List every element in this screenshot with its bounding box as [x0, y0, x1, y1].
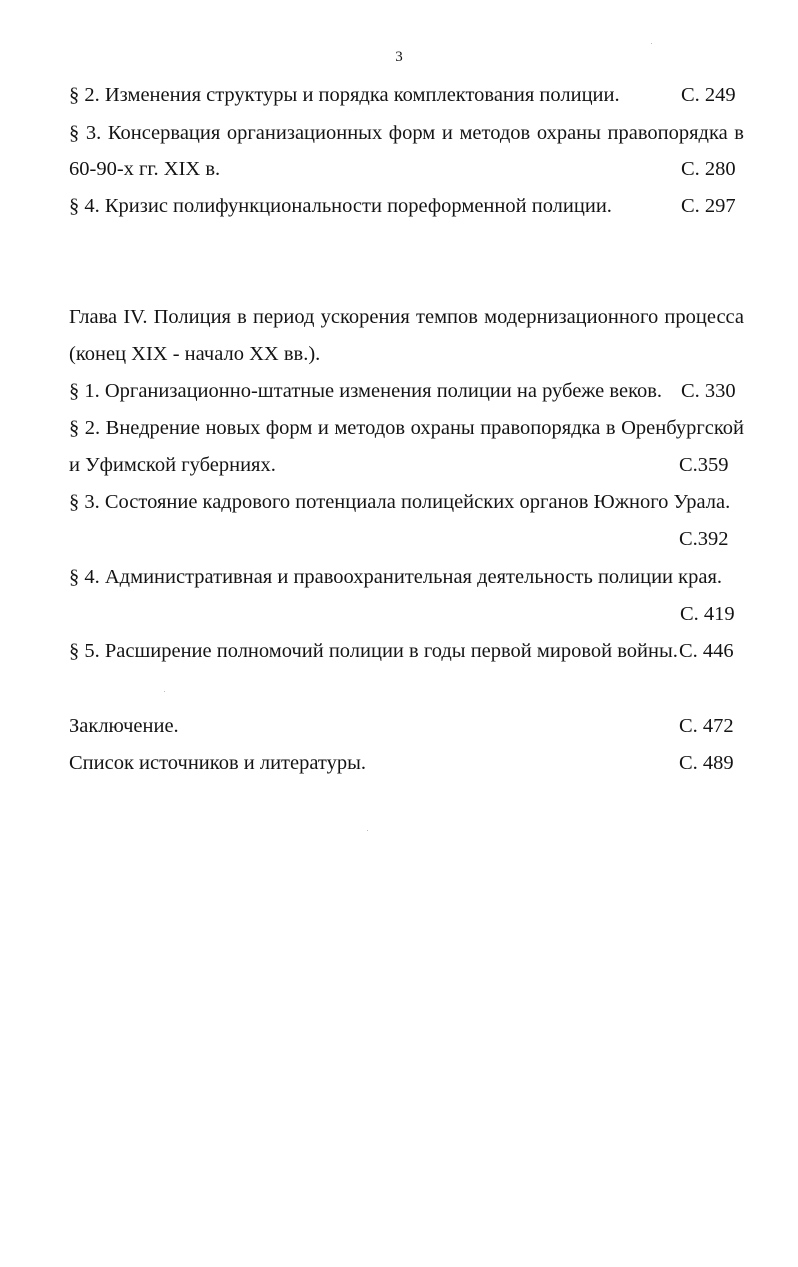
toc-entry-ch4-s2-title: § 2. Внедрение новых форм и методов охраны правопорядка в Оренбургской — [69, 417, 744, 439]
toc-entry-ch3-s3-title-cont: 60-90-х гг. XIX в. — [69, 158, 221, 180]
toc-entry-ch4-s1-page: С. 330 — [681, 380, 736, 402]
chapter-4-title-cont: (конец XIX - начало XX вв.). — [69, 343, 321, 365]
toc-entry-ch4-s4-page: С. 419 — [680, 603, 735, 625]
scan-speck — [164, 691, 165, 692]
toc-entry-ch3-s4-title: § 4. Кризис полифункциональности пореформенной полиции. — [69, 195, 612, 217]
page-number: 3 — [395, 49, 403, 65]
toc-entry-ch4-s2-title-cont: и Уфимской губерниях. — [69, 454, 276, 476]
toc-entry-ch3-s4-page: С. 297 — [681, 195, 736, 217]
toc-entry-ch3-s3-page: С. 280 — [681, 158, 736, 180]
toc-entry-ch4-s1-title: § 1. Организационно-штатные изменения полиции на рубеже веков. — [69, 380, 663, 402]
scan-speck — [651, 43, 652, 44]
toc-entry-ch3-s2-title: § 2. Изменения структуры и порядка комплектования полиции. — [69, 84, 620, 106]
scan-speck — [367, 830, 368, 831]
toc-entry-conclusion-page: С. 472 — [679, 715, 734, 737]
toc-entry-ch4-s5-page: С. 446 — [679, 640, 734, 662]
toc-entry-ch4-s3-title: § 3. Состояние кадрового потенциала полицейских органов Южного Урала. — [69, 491, 731, 513]
toc-entry-ch4-s2-page: С.359 — [679, 454, 729, 476]
toc-entry-bibliography-page: С. 489 — [679, 752, 734, 774]
toc-entry-conclusion-title: Заключение. — [69, 715, 179, 737]
toc-entry-ch4-s3-page: С.392 — [679, 528, 729, 550]
toc-entry-ch3-s3-title: § 3. Консервация организационных форм и методов охраны правопорядка в — [69, 122, 744, 144]
toc-entry-ch3-s2-page: С. 249 — [681, 84, 736, 106]
toc-entry-ch4-s5-title: § 5. Расширение полномочий полиции в годы первой мировой войны. — [69, 640, 678, 662]
chapter-4-title: Глава IV. Полиция в период ускорения темпов модернизационного процесса — [69, 306, 744, 328]
toc-entry-bibliography-title: Список источников и литературы. — [69, 752, 367, 774]
toc-entry-ch4-s4-title: § 4. Административная и правоохранительная деятельность полиции края. — [69, 566, 723, 588]
